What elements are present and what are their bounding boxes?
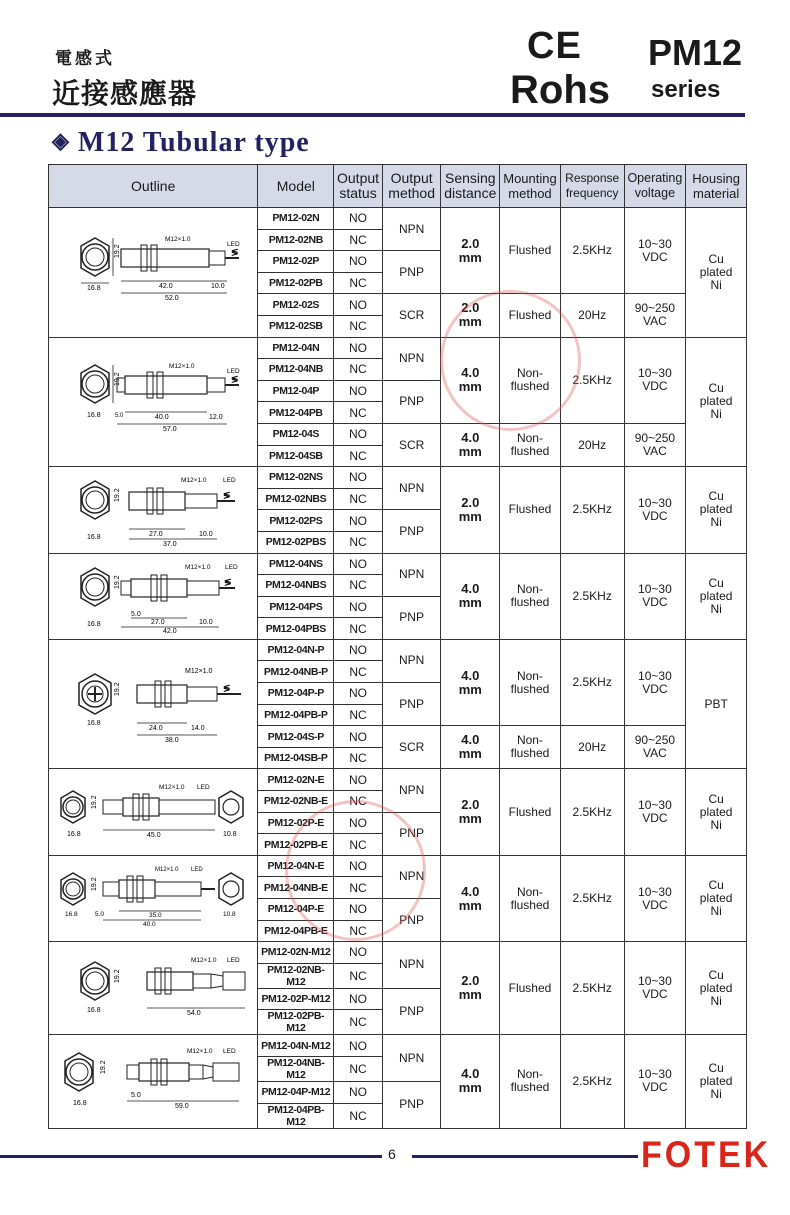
voltage-cell: 90~250 VAC xyxy=(624,294,686,337)
model-cell: PM12-02N-M12 xyxy=(258,942,334,964)
sensing-distance-cell: 2.0 mm xyxy=(441,208,500,294)
output-status-cell: NC xyxy=(334,747,383,769)
svg-text:12.0: 12.0 xyxy=(208,414,223,422)
outline-drawing-4 xyxy=(49,553,258,639)
response-cell: 2.5KHz xyxy=(560,769,624,855)
outline-drawing-2 xyxy=(49,337,258,467)
output-status-cell: NC xyxy=(334,445,383,467)
output-status-cell: NC xyxy=(334,531,383,553)
sensing-distance-cell: 4.0 mm xyxy=(441,553,500,639)
output-status-cell: NC xyxy=(334,488,383,510)
spec-table xyxy=(48,164,747,1129)
output-status-cell: NC xyxy=(334,315,383,337)
table-row xyxy=(49,208,747,230)
model-cell: PM12-02NB-E xyxy=(258,791,334,813)
mounting-cell: Flushed xyxy=(500,467,561,553)
svg-text:5.0: 5.0 xyxy=(130,1091,141,1099)
category-big-title: 近接感應器 xyxy=(52,78,198,109)
svg-text:10.0: 10.0 xyxy=(210,282,225,290)
sensing-distance-cell: 2.0 mm xyxy=(441,942,500,1035)
svg-text:19.2: 19.2 xyxy=(90,795,98,809)
model-cell: PM12-04NS xyxy=(258,553,334,575)
model-cell: PM12-04PB-P xyxy=(258,704,334,726)
col-output-method: Output method xyxy=(382,165,441,208)
svg-text:19.2: 19.2 xyxy=(113,488,121,503)
svg-text:16.8: 16.8 xyxy=(86,1006,101,1014)
housing-cell: Cu plated Ni xyxy=(686,467,747,553)
svg-text:16.8: 16.8 xyxy=(72,1099,87,1107)
svg-text:16.8: 16.8 xyxy=(86,412,101,420)
output-method-cell: NPN xyxy=(382,467,441,510)
model-cell: PM12-04S-P xyxy=(258,726,334,748)
svg-text:16.8: 16.8 xyxy=(86,284,101,292)
model-cell: PM12-04PB-E xyxy=(258,920,334,942)
output-status-cell: NC xyxy=(334,272,383,294)
output-status-cell: NC xyxy=(334,920,383,942)
svg-text:45.0: 45.0 xyxy=(146,831,161,839)
output-method-cell: PNP xyxy=(382,899,441,942)
svg-text:37.0: 37.0 xyxy=(162,541,177,548)
output-status-cell: NC xyxy=(334,834,383,856)
model-cell: PM12-02PB-M12 xyxy=(258,1010,334,1035)
outline-drawing-8 xyxy=(49,942,258,1035)
svg-text:M12×1.0: M12×1.0 xyxy=(186,1047,213,1055)
response-cell: 2.5KHz xyxy=(560,467,624,553)
housing-cell: Cu plated Ni xyxy=(686,553,747,639)
svg-text:10.8: 10.8 xyxy=(222,911,236,918)
model-cell: PM12-04PS xyxy=(258,596,334,618)
model-cell: PM12-04SB xyxy=(258,445,334,467)
output-status-cell: NC xyxy=(334,402,383,424)
model-cell: PM12-04N-E xyxy=(258,855,334,877)
svg-text:19.2: 19.2 xyxy=(113,244,121,258)
voltage-cell: 10~30 VDC xyxy=(624,769,686,855)
output-status-cell: NO xyxy=(334,208,383,230)
svg-text:24.0: 24.0 xyxy=(148,724,163,732)
model-cell: PM12-04P-E xyxy=(258,899,334,921)
output-status-cell: NO xyxy=(334,380,383,402)
model-cell: PM12-04NB-E xyxy=(258,877,334,899)
svg-text:16.8: 16.8 xyxy=(64,911,78,918)
col-mounting: Mounting method xyxy=(500,165,561,208)
svg-text:59.0: 59.0 xyxy=(174,1102,189,1110)
mounting-cell: Non- flushed xyxy=(500,553,561,639)
output-method-cell: PNP xyxy=(382,596,441,639)
output-method-cell: PNP xyxy=(382,1081,441,1128)
footer-rule-right xyxy=(412,1155,638,1158)
svg-text:5.0: 5.0 xyxy=(114,413,124,420)
col-output-status: Output status xyxy=(334,165,383,208)
svg-text:19.2: 19.2 xyxy=(113,682,121,696)
model-cell: PM12-02PB-E xyxy=(258,834,334,856)
output-status-cell: NO xyxy=(334,812,383,834)
voltage-cell: 90~250 VAC xyxy=(624,726,686,769)
sensing-distance-cell: 4.0 mm xyxy=(441,639,500,725)
output-status-cell: NC xyxy=(334,877,383,899)
model-cell: PM12-02N xyxy=(258,208,334,230)
table-row xyxy=(49,337,747,359)
mounting-cell: Non- flushed xyxy=(500,855,561,941)
sensing-distance-cell: 4.0 mm xyxy=(441,855,500,941)
model-cell: PM12-02SB xyxy=(258,315,334,337)
output-status-cell: NC xyxy=(334,575,383,597)
svg-text:38.0: 38.0 xyxy=(164,736,179,744)
housing-cell: Cu plated Ni xyxy=(686,208,747,338)
output-method-cell: PNP xyxy=(382,683,441,726)
model-cell: PM12-04NB-M12 xyxy=(258,1056,334,1081)
model-cell: PM12-02S xyxy=(258,294,334,316)
outline-drawing-7 xyxy=(49,855,258,941)
response-cell: 2.5KHz xyxy=(560,855,624,941)
model-cell: PM12-02PS xyxy=(258,510,334,532)
mounting-cell: Non- flushed xyxy=(500,337,561,423)
svg-text:54.0: 54.0 xyxy=(186,1009,201,1017)
series-name: PM12 xyxy=(648,32,743,73)
voltage-cell: 10~30 VDC xyxy=(624,639,686,725)
output-method-cell: PNP xyxy=(382,510,441,553)
model-cell: PM12-02PB xyxy=(258,272,334,294)
model-cell: PM12-04N xyxy=(258,337,334,359)
output-status-cell: NO xyxy=(334,467,383,489)
svg-text:LED: LED xyxy=(224,563,238,571)
mounting-cell: Non- flushed xyxy=(500,423,561,466)
housing-cell: PBT xyxy=(686,639,747,769)
model-cell: PM12-04NBS xyxy=(258,575,334,597)
mounting-cell: Non- flushed xyxy=(500,726,561,769)
model-cell: PM12-02P-M12 xyxy=(258,988,334,1010)
output-method-cell: SCR xyxy=(382,423,441,466)
mounting-cell: Flushed xyxy=(500,769,561,855)
watermark-stamp xyxy=(285,800,426,941)
output-method-cell: NPN xyxy=(382,337,441,380)
svg-text:19.2: 19.2 xyxy=(113,575,121,589)
svg-text:5.0: 5.0 xyxy=(130,610,141,618)
output-status-cell: NC xyxy=(334,704,383,726)
output-method-cell: NPN xyxy=(382,1035,441,1082)
output-method-cell: PNP xyxy=(382,812,441,855)
output-status-cell: NC xyxy=(334,618,383,640)
response-cell: 2.5KHz xyxy=(560,337,624,423)
svg-text:M12×1.0: M12×1.0 xyxy=(168,363,195,371)
sensing-distance-cell: 4.0 mm xyxy=(441,337,500,423)
model-cell: PM12-02P-E xyxy=(258,812,334,834)
output-method-cell: PNP xyxy=(382,251,441,294)
svg-text:M12×1.0: M12×1.0 xyxy=(184,563,211,571)
housing-cell: Cu plated Ni xyxy=(686,855,747,941)
outline-drawing-9 xyxy=(49,1035,258,1128)
svg-text:40.0: 40.0 xyxy=(142,921,156,928)
sensing-distance-cell: 4.0 mm xyxy=(441,1035,500,1128)
model-cell: PM12-04PBS xyxy=(258,618,334,640)
svg-text:19.2: 19.2 xyxy=(90,877,98,891)
model-cell: PM12-04PB-M12 xyxy=(258,1103,334,1128)
diamond-icon: ◈ xyxy=(52,128,70,153)
svg-text:14.0: 14.0 xyxy=(190,724,205,732)
voltage-cell: 10~30 VDC xyxy=(624,553,686,639)
svg-text:27.0: 27.0 xyxy=(148,531,163,539)
sensing-distance-cell: 2.0 mm xyxy=(441,769,500,855)
output-status-cell: NO xyxy=(334,337,383,359)
table-row xyxy=(49,769,747,791)
svg-text:10.8: 10.8 xyxy=(222,830,237,838)
output-status-cell: NO xyxy=(334,553,383,575)
outline-drawing-1 xyxy=(49,208,258,338)
header-rule xyxy=(0,113,745,117)
sensing-distance-cell: 2.0 mm xyxy=(441,467,500,553)
svg-text:16.8: 16.8 xyxy=(86,534,101,542)
table-header-row xyxy=(49,165,747,208)
voltage-cell: 10~30 VDC xyxy=(624,942,686,1035)
voltage-cell: 10~30 VDC xyxy=(624,855,686,941)
model-cell: PM12-04N-P xyxy=(258,639,334,661)
voltage-cell: 10~30 VDC xyxy=(624,1035,686,1128)
model-cell: PM12-02NB xyxy=(258,229,334,251)
output-method-cell: SCR xyxy=(382,726,441,769)
output-method-cell: NPN xyxy=(382,855,441,898)
svg-text:35.0: 35.0 xyxy=(148,912,162,919)
output-status-cell: NC xyxy=(334,1056,383,1081)
svg-text:19.2: 19.2 xyxy=(113,372,121,387)
svg-text:52.0: 52.0 xyxy=(164,294,179,302)
output-status-cell: NO xyxy=(334,899,383,921)
output-status-cell: NC xyxy=(334,661,383,683)
output-status-cell: NC xyxy=(334,229,383,251)
output-status-cell: NO xyxy=(334,294,383,316)
output-method-cell: NPN xyxy=(382,769,441,812)
table-row xyxy=(49,639,747,661)
output-method-cell: NPN xyxy=(382,942,441,989)
mounting-cell: Flushed xyxy=(500,294,561,337)
output-status-cell: NO xyxy=(334,596,383,618)
output-status-cell: NO xyxy=(334,510,383,532)
svg-text:10.0: 10.0 xyxy=(198,618,213,626)
mounting-cell: Non- flushed xyxy=(500,1035,561,1128)
housing-cell: Cu plated Ni xyxy=(686,942,747,1035)
svg-text:LED: LED xyxy=(196,783,210,791)
model-cell: PM12-04S xyxy=(258,423,334,445)
svg-text:M12×1.0: M12×1.0 xyxy=(164,235,191,243)
model-cell: PM12-04N-M12 xyxy=(258,1035,334,1057)
output-status-cell: NO xyxy=(334,855,383,877)
svg-text:M12×1.0: M12×1.0 xyxy=(154,867,179,873)
svg-text:42.0: 42.0 xyxy=(162,627,177,634)
col-housing: Housing material xyxy=(686,165,747,208)
brand-logo: FOTEK xyxy=(641,1134,772,1176)
svg-text:≶: ≶ xyxy=(222,490,231,501)
svg-text:40.0: 40.0 xyxy=(154,414,169,422)
output-status-cell: NO xyxy=(334,423,383,445)
output-method-cell: NPN xyxy=(382,639,441,682)
mounting-cell: Flushed xyxy=(500,208,561,294)
svg-text:16.8: 16.8 xyxy=(86,620,101,628)
svg-text:≶: ≶ xyxy=(223,576,232,587)
response-cell: 20Hz xyxy=(560,294,624,337)
outline-drawing-3 xyxy=(49,467,258,553)
outline-drawing-6 xyxy=(49,769,258,855)
col-outline: Outline xyxy=(49,165,258,208)
table-row xyxy=(49,553,747,575)
svg-text:5.0: 5.0 xyxy=(94,911,104,918)
svg-text:16.8: 16.8 xyxy=(66,830,81,838)
mounting-cell: Non- flushed xyxy=(500,639,561,725)
voltage-cell: 90~250 VAC xyxy=(624,423,686,466)
outline-drawing-5 xyxy=(49,639,258,769)
model-cell: PM12-02NB-M12 xyxy=(258,963,334,988)
model-cell: PM12-02PBS xyxy=(258,531,334,553)
output-status-cell: NO xyxy=(334,1035,383,1057)
svg-text:LED: LED xyxy=(226,368,240,376)
output-status-cell: NC xyxy=(334,963,383,988)
svg-text:≶: ≶ xyxy=(230,374,239,385)
output-status-cell: NO xyxy=(334,251,383,273)
section-title: ◈ M12 Tubular type xyxy=(52,127,310,158)
response-cell: 2.5KHz xyxy=(560,553,624,639)
svg-text:19.2: 19.2 xyxy=(113,969,121,983)
model-cell: PM12-02P xyxy=(258,251,334,273)
voltage-cell: 10~30 VDC xyxy=(624,467,686,553)
output-status-cell: NO xyxy=(334,769,383,791)
sensing-distance-cell: 4.0 mm xyxy=(441,423,500,466)
mounting-cell: Flushed xyxy=(500,942,561,1035)
output-status-cell: NC xyxy=(334,359,383,381)
svg-text:27.0: 27.0 xyxy=(150,618,165,626)
response-cell: 2.5KHz xyxy=(560,208,624,294)
response-cell: 2.5KHz xyxy=(560,1035,624,1128)
output-method-cell: NPN xyxy=(382,553,441,596)
col-sensing-distance: Sensing distance xyxy=(441,165,500,208)
response-cell: 2.5KHz xyxy=(560,639,624,725)
table-row xyxy=(49,1035,747,1057)
output-status-cell: NO xyxy=(334,639,383,661)
voltage-cell: 10~30 VDC xyxy=(624,337,686,423)
model-cell: PM12-04PB xyxy=(258,402,334,424)
table-row xyxy=(49,467,747,489)
model-cell: PM12-04P-M12 xyxy=(258,1081,334,1103)
svg-text:LED: LED xyxy=(226,956,240,964)
response-cell: 20Hz xyxy=(560,726,624,769)
table-row xyxy=(49,942,747,964)
svg-text:M12×1.0: M12×1.0 xyxy=(180,477,207,485)
svg-text:19.2: 19.2 xyxy=(99,1060,107,1074)
sensing-distance-cell: 2.0 mm xyxy=(441,294,500,337)
response-cell: 20Hz xyxy=(560,423,624,466)
svg-text:10.0: 10.0 xyxy=(198,531,213,539)
svg-text:16.8: 16.8 xyxy=(86,719,101,727)
col-response: Response frequency xyxy=(560,165,624,208)
footer-rule-left xyxy=(0,1155,382,1158)
svg-text:M12×1.0: M12×1.0 xyxy=(184,667,213,675)
model-cell: PM12-02N-E xyxy=(258,769,334,791)
model-cell: PM12-04P xyxy=(258,380,334,402)
housing-cell: Cu plated Ni xyxy=(686,769,747,855)
output-method-cell: SCR xyxy=(382,294,441,337)
housing-cell: Cu plated Ni xyxy=(686,1035,747,1128)
svg-text:≶: ≶ xyxy=(222,682,231,693)
sensing-distance-cell: 4.0 mm xyxy=(441,726,500,769)
svg-text:M12×1.0: M12×1.0 xyxy=(158,783,185,791)
output-method-cell: PNP xyxy=(382,988,441,1035)
svg-text:57.0: 57.0 xyxy=(162,426,177,434)
output-method-cell: NPN xyxy=(382,208,441,251)
output-status-cell: NO xyxy=(334,942,383,964)
housing-cell: Cu plated Ni xyxy=(686,337,747,467)
output-status-cell: NC xyxy=(334,791,383,813)
model-cell: PM12-02NS xyxy=(258,467,334,489)
svg-text:LED: LED xyxy=(226,240,240,248)
category-small-title: 電感式 xyxy=(55,49,115,68)
voltage-cell: 10~30 VDC xyxy=(624,208,686,294)
svg-text:LED: LED xyxy=(222,477,236,485)
model-cell: PM12-04NB xyxy=(258,359,334,381)
watermark-stamp xyxy=(440,290,581,431)
svg-text:LED: LED xyxy=(222,1047,236,1055)
response-cell: 2.5KHz xyxy=(560,942,624,1035)
output-status-cell: NO xyxy=(334,988,383,1010)
output-status-cell: NO xyxy=(334,683,383,705)
output-status-cell: NC xyxy=(334,1010,383,1035)
col-model: Model xyxy=(258,165,334,208)
model-cell: PM12-04SB-P xyxy=(258,747,334,769)
model-cell: PM12-02NBS xyxy=(258,488,334,510)
svg-text:M12×1.0: M12×1.0 xyxy=(190,956,217,964)
svg-text:42.0: 42.0 xyxy=(158,282,173,290)
rohs-mark: Rohs xyxy=(510,68,610,112)
svg-text:≶: ≶ xyxy=(230,246,239,257)
model-cell: PM12-04P-P xyxy=(258,683,334,705)
page-number: 6 xyxy=(388,1146,396,1162)
col-operating-voltage: Operating voltage xyxy=(624,165,686,208)
ce-mark: CE xyxy=(527,25,582,67)
output-status-cell: NC xyxy=(334,1103,383,1128)
output-status-cell: NO xyxy=(334,726,383,748)
series-label: series xyxy=(651,76,721,103)
model-cell: PM12-04NB-P xyxy=(258,661,334,683)
output-status-cell: NO xyxy=(334,1081,383,1103)
svg-text:LED: LED xyxy=(190,867,203,873)
output-method-cell: PNP xyxy=(382,380,441,423)
